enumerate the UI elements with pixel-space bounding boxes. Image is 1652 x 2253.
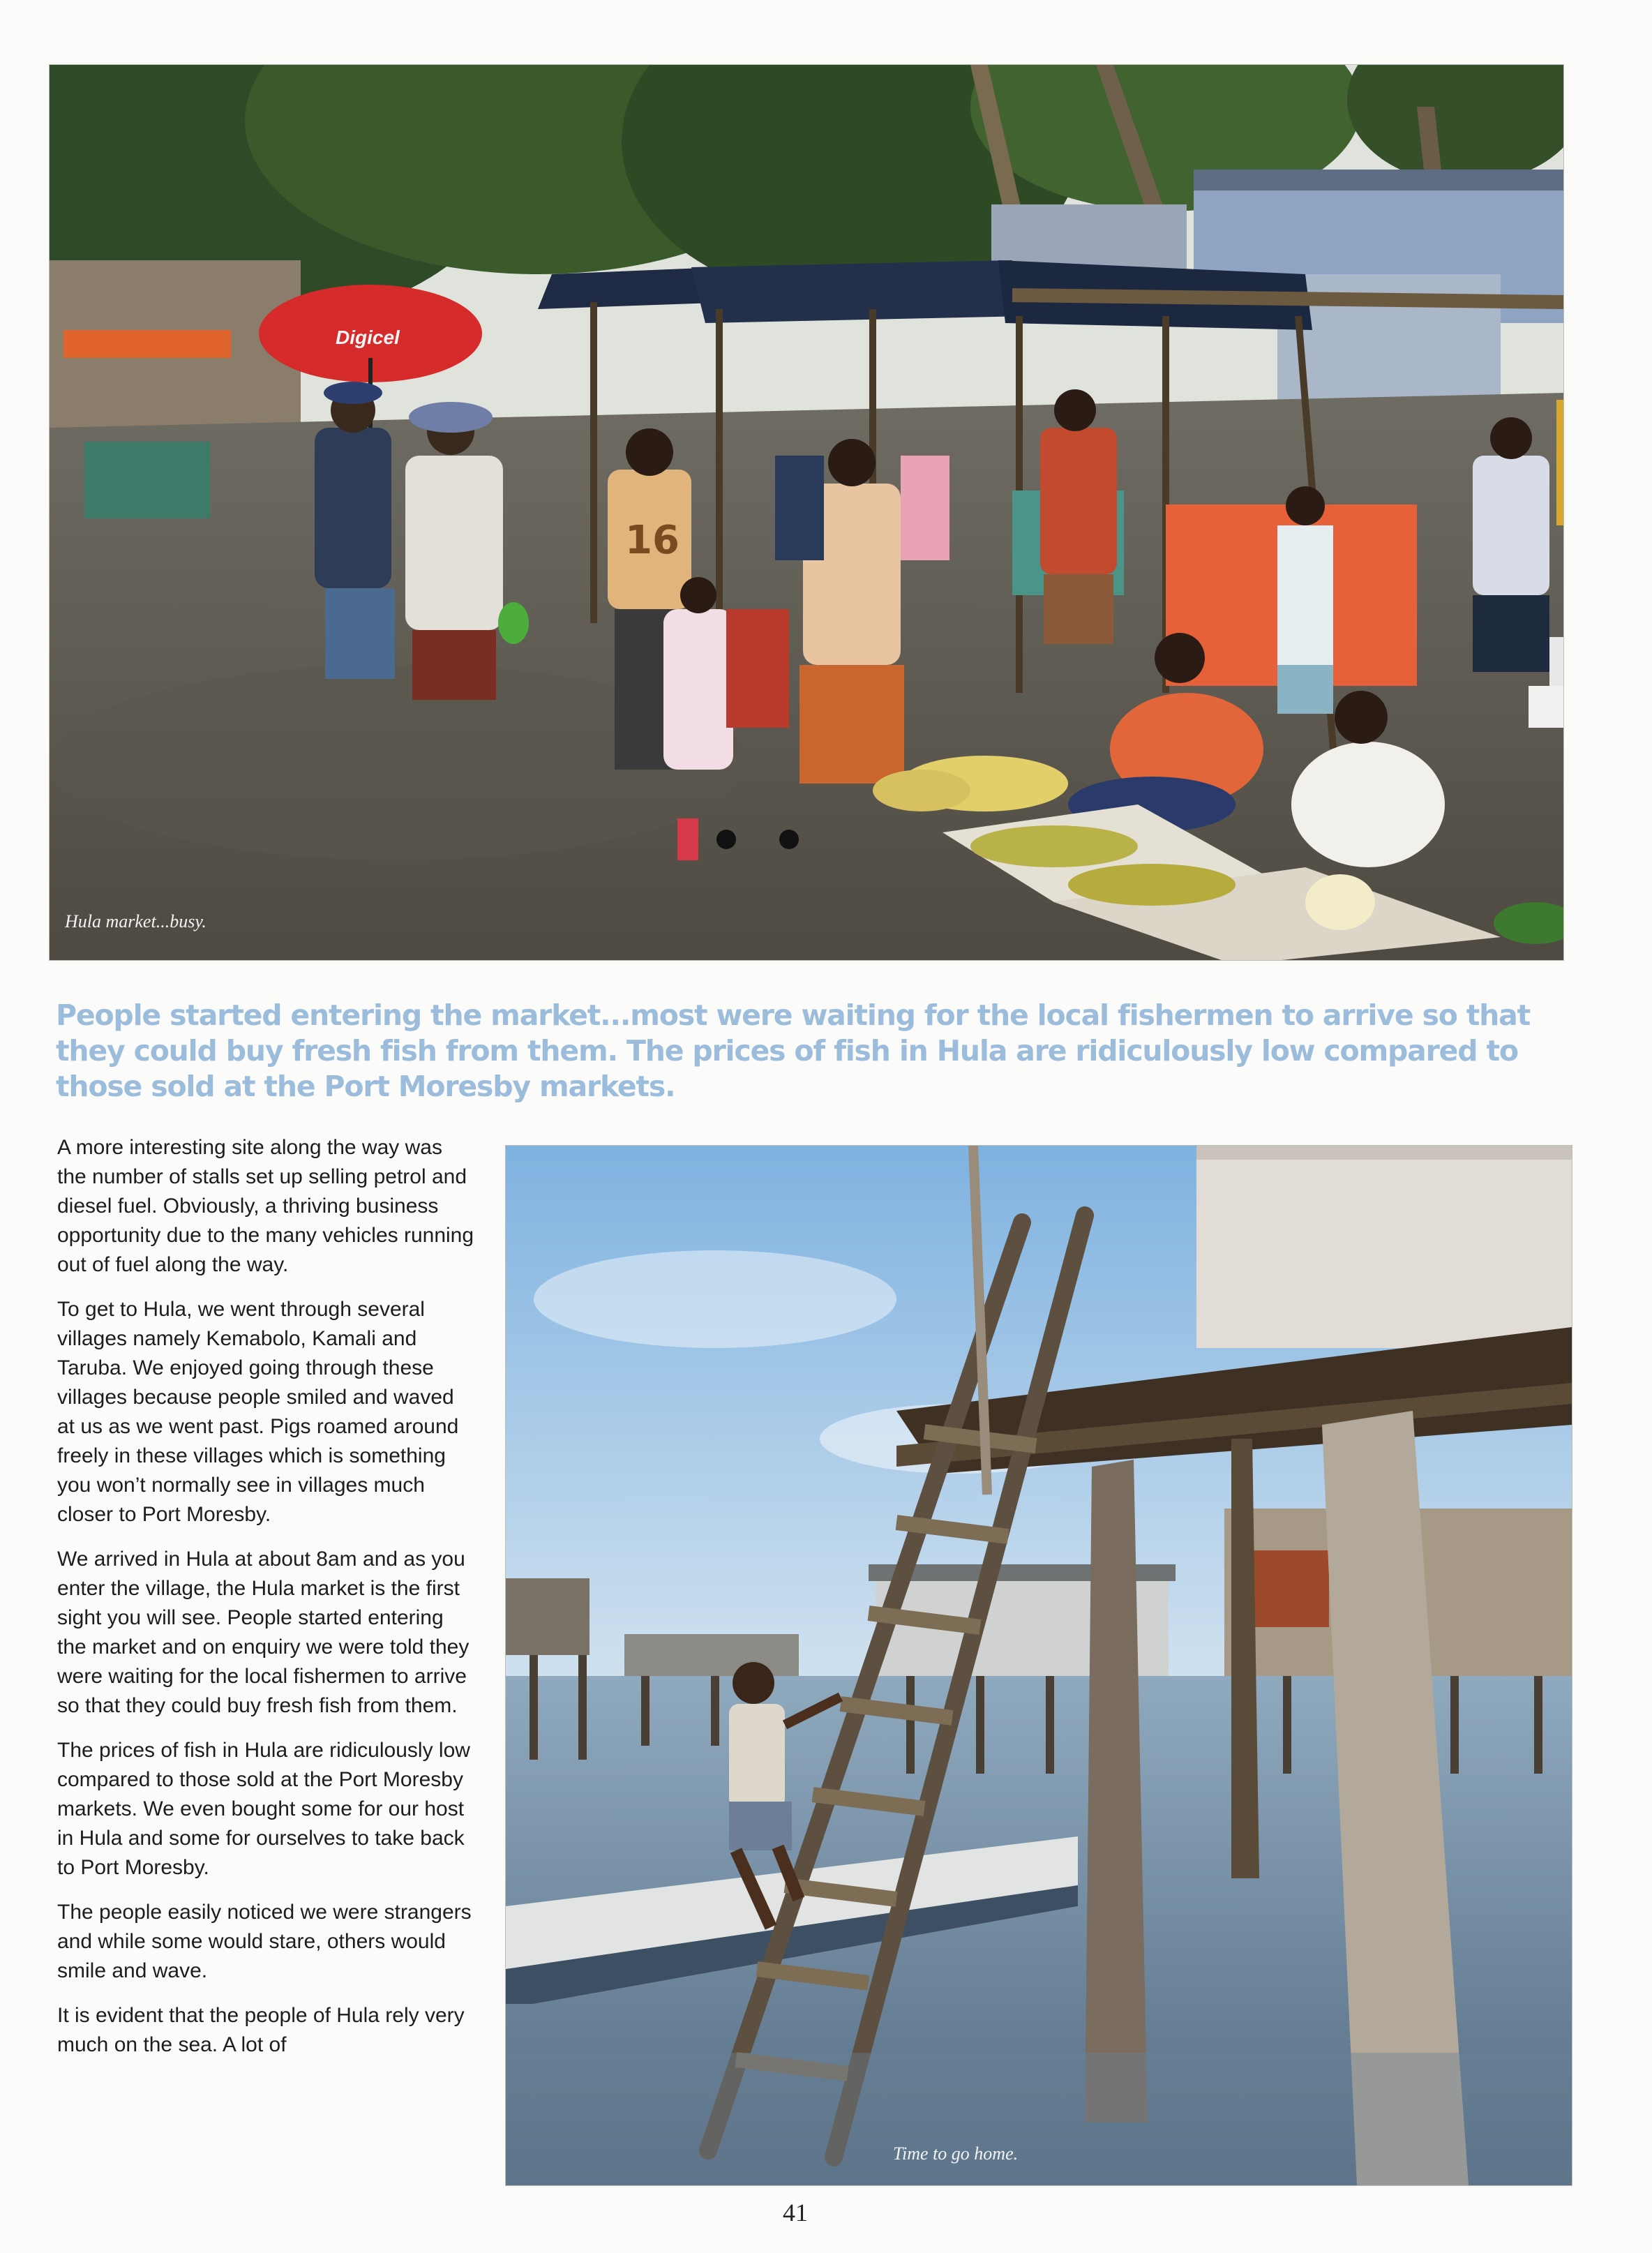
body-paragraph: To get to Hula, we went through several villages namely Kemabolo, Kamali and Taruba. We enjoyed going through these villages because people smiled and waved at us as we went past. Pigs roamed around freely in these villages which is something you won’t normally see in villages much closer to Port Moresby. [57, 1298, 459, 1526]
pull-quote: People started entering the market...most were waiting for the local fishermen to arrive so that they could buy fresh fish from them. The prices of fish in Hula are ridiculously low compared to those sold at the Port Moresby markets. [56, 998, 1530, 1103]
bottom-photo-caption: Time to go home. [893, 2143, 1019, 2164]
body-paragraph: The people easily noticed we were strangers and while some would stare, others would smile and wave. [57, 1901, 472, 1982]
market-photo [49, 64, 1564, 961]
body-paragraph: The prices of fish in Hula are ridiculously low compared to those sold at the Port Moresby markets. We even bought some for our host in Hula and some for ourselves to take back to Port Moresby. [57, 1739, 470, 1879]
body-paragraph: A more interesting site along the way was the number of stalls set up selling petrol and diesel fuel. Obviously, a thriving business opportunity due to the many vehicles running out of fuel along the way. [57, 1136, 474, 1276]
top-photo-caption: Hula market...busy. [65, 911, 206, 931]
body-paragraph: It is evident that the people of Hula rely very much on the sea. A lot of [57, 2004, 465, 2056]
umbrella-brand-text: Digicel [336, 327, 400, 348]
shirt-number: 16 [625, 518, 679, 563]
body-paragraph: We arrived in Hula at about 8am and as you enter the village, the Hula market is the first sight you will see. People started entering the market and on enquiry we were told they were waiting for the local fishermen to arrive so that they could buy fresh fish from them. [57, 1548, 470, 1717]
ladder-photo [505, 1145, 1572, 2186]
article-body [57, 1133, 476, 2075]
page-number: 41 [783, 2199, 808, 2226]
